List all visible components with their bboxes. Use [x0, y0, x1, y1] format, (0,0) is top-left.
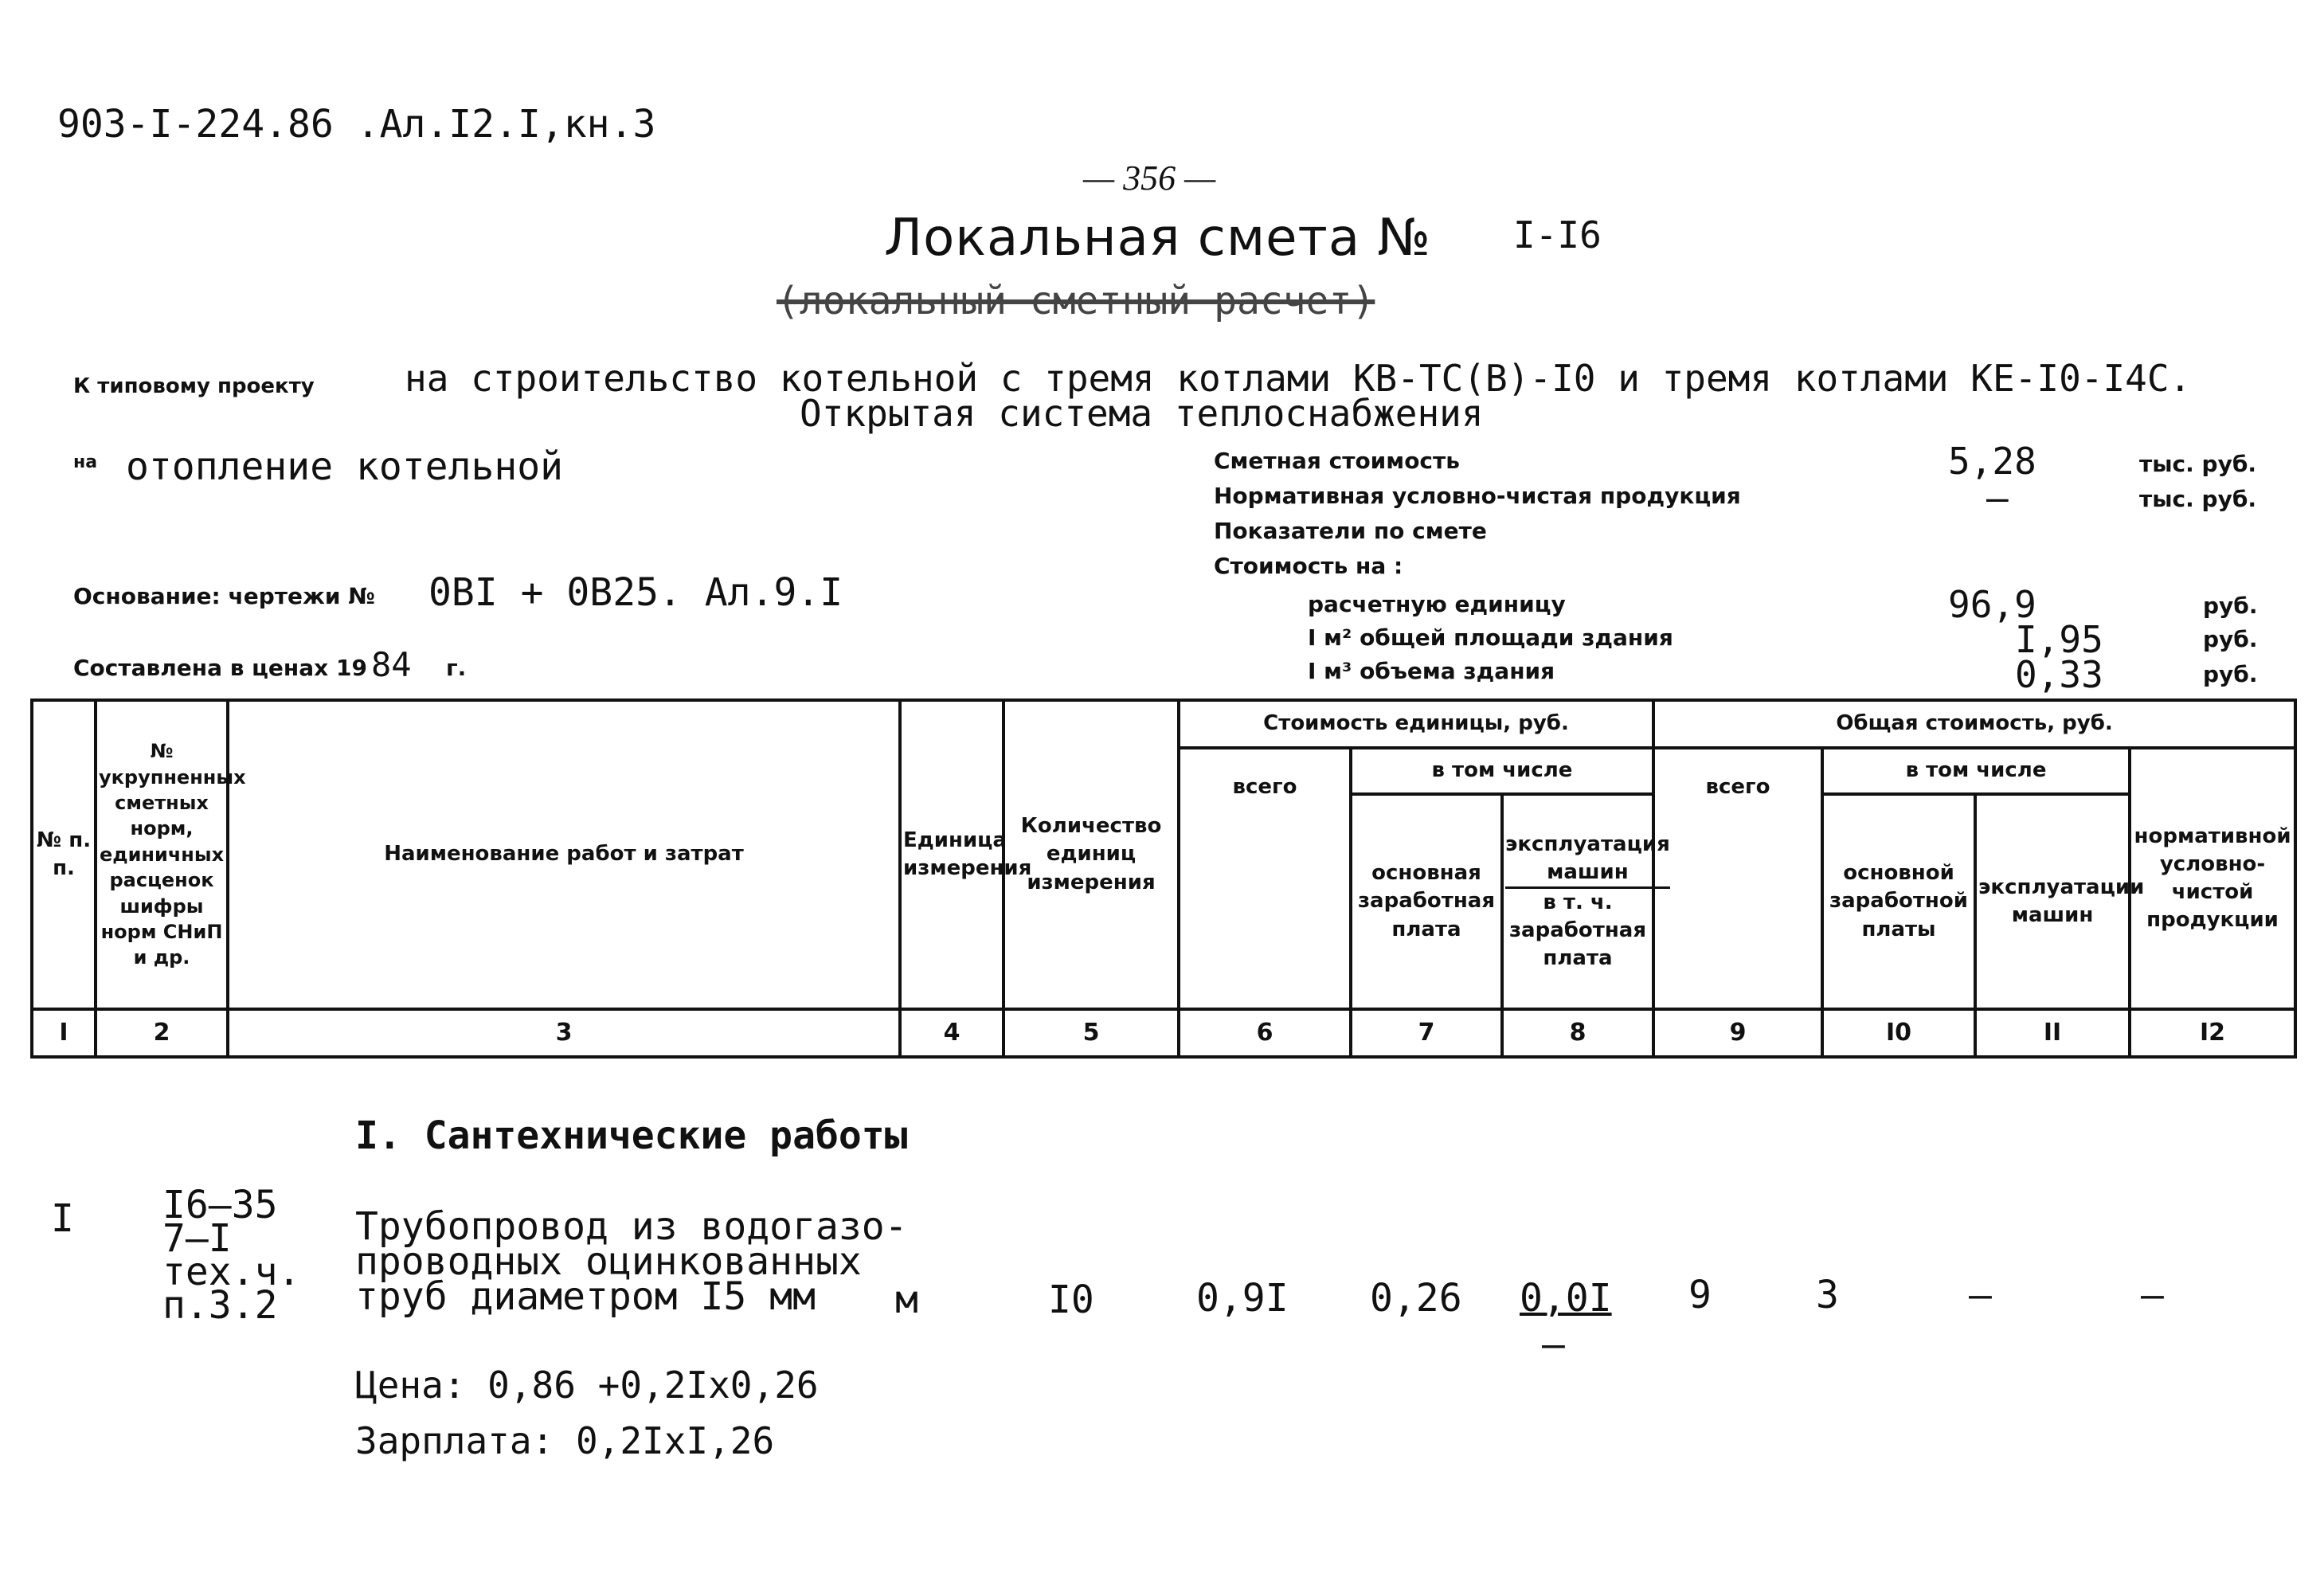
- col-header-total-all: всего: [1653, 748, 1822, 1009]
- project-label: К типовому проекту: [73, 374, 315, 398]
- col-header-unit-wage: основная заработная плата: [1351, 794, 1502, 1009]
- price-formula: Цена: 0,86 +0,2Iх0,26: [355, 1364, 819, 1407]
- prices-label: Составлена в ценах 19: [73, 655, 367, 681]
- summary-label: расчетную единицу: [1308, 591, 1566, 617]
- estimate-table-header: [30, 699, 2297, 1059]
- col-header-total-cost: Общая стоимость, руб.: [1653, 700, 2295, 748]
- col-header-unit-cost: Стоимость единицы, руб.: [1179, 700, 1653, 748]
- row-unit-mach: 0,0I: [1520, 1276, 1612, 1321]
- document-code: 903-I-224.86 .Ал.I2.I,кн.3: [57, 102, 656, 147]
- summary-unit: руб.: [2203, 661, 2258, 687]
- col-number: 8: [1502, 1009, 1653, 1057]
- col-header-mach-wage: в т. ч. заработная плата: [1508, 890, 1647, 971]
- col-number: 3: [228, 1009, 900, 1057]
- col-number: 2: [96, 1009, 228, 1057]
- summary-label: I м³ объема здания: [1308, 658, 1555, 684]
- col-header-base-wage: основной заработной платы: [1822, 794, 1975, 1009]
- col-number: I: [32, 1009, 96, 1057]
- summary-value: I,95: [2015, 618, 2103, 661]
- col-number: I0: [1822, 1009, 1975, 1057]
- summary-label: I м² общей площади здания: [1308, 624, 1673, 651]
- basis-label: Основание: чертежи №: [73, 583, 375, 609]
- col-header-unit-all: всего: [1179, 748, 1351, 1009]
- col-header-name: Наименование работ и затрат: [228, 700, 900, 1009]
- summary-label: Сметная стоимость: [1214, 448, 1460, 474]
- prices-year: 84: [371, 645, 412, 684]
- work-name-line: проводных оцинкованных: [355, 1239, 862, 1284]
- row-unit-mach-wage: –: [1542, 1322, 1565, 1367]
- col-header-unit: Единица измерения: [900, 700, 1004, 1009]
- summary-value: 0,33: [2015, 653, 2103, 696]
- summary-label: Нормативная условно-чистая продукция: [1214, 483, 1741, 509]
- norm-code-line: тех.ч.: [162, 1250, 301, 1294]
- norm-code-line: 7–I: [162, 1216, 232, 1261]
- row-unit-total: 0,9I: [1196, 1276, 1289, 1321]
- struck-subtitle: (локальный сметный расчет): [777, 279, 1375, 323]
- row-unit-wage: 0,26: [1370, 1276, 1462, 1321]
- row-work-name: [355, 1204, 908, 1319]
- page-title: Локальная смета №: [884, 209, 1431, 268]
- norm-code-line: п.3.2: [162, 1283, 278, 1328]
- prices-suffix: г.: [446, 655, 467, 681]
- summary-unit: руб.: [2203, 626, 2258, 652]
- col-header-qty: Количество единиц измерения: [1004, 700, 1179, 1009]
- object-label: на: [73, 452, 98, 472]
- estimate-number: I-I6: [1513, 213, 1602, 256]
- row-total-mach: –: [1969, 1273, 1992, 1317]
- row-unit: м: [895, 1278, 918, 1322]
- summary-value: 5,28: [1948, 440, 2036, 483]
- col-number: 4: [900, 1009, 1004, 1057]
- work-name-line: труб диаметром I5 мм: [355, 1274, 816, 1319]
- col-header-norm-net: нормативной условно-чистой продукции: [2130, 748, 2295, 1009]
- row-total: 9: [1688, 1273, 1712, 1317]
- summary-unit: тыс. руб.: [2139, 451, 2257, 477]
- row-quantity: I0: [1048, 1278, 1094, 1322]
- col-header-total-incl: в том числе: [1822, 748, 2130, 794]
- project-text-line2: Открытая система теплоснабжения: [800, 392, 1484, 435]
- norm-code-line: I6–35: [162, 1183, 278, 1227]
- col-header-mach: эксплуатация машин: [1505, 831, 1670, 889]
- col-number: II: [1975, 1009, 2130, 1057]
- summary-value: 96,9: [1948, 583, 2036, 626]
- col-number: 6: [1179, 1009, 1351, 1057]
- col-number: 5: [1004, 1009, 1179, 1057]
- summary-value: –: [1986, 476, 2009, 519]
- col-header-norms: № укрупненных сметных норм, единичных расценок шифры норм СНиП и др.: [96, 700, 228, 1009]
- work-name-line: Трубопровод из водогазо-: [355, 1204, 908, 1249]
- col-header-no: № п. п.: [32, 700, 96, 1009]
- row-number: I: [51, 1196, 74, 1241]
- project-text-line1: на строительство котельной с тремя котлами КВ-ТС(В)-I0 и тремя котлами КЕ-I0-I4С.: [405, 357, 2192, 400]
- col-header-mach-total: эксплуатации машин: [1975, 794, 2130, 1009]
- row-norm-code: [162, 1183, 301, 1328]
- col-header-unit-incl: в том числе: [1351, 748, 1653, 794]
- section-heading: I. Сантехнические работы: [355, 1113, 908, 1158]
- summary-label: Стоимость на :: [1214, 553, 1403, 579]
- wage-formula: Зарплата: 0,2IхI,26: [355, 1419, 775, 1462]
- col-number: 7: [1351, 1009, 1502, 1057]
- summary-label: Показатели по смете: [1214, 518, 1487, 544]
- page-number: — 356 —: [1083, 158, 1216, 198]
- row-norm-net: –: [2141, 1273, 2164, 1317]
- summary-unit: руб.: [2203, 593, 2258, 619]
- basis-value: 0ВI + 0В25. Ал.9.I: [428, 570, 843, 615]
- row-total-wage: 3: [1816, 1273, 1839, 1317]
- summary-unit: тыс. руб.: [2139, 486, 2257, 512]
- object-text: отопление котельной: [126, 444, 564, 489]
- col-number: I2: [2130, 1009, 2295, 1057]
- col-header-unit-mach: [1502, 794, 1670, 1009]
- col-number: 9: [1653, 1009, 1822, 1057]
